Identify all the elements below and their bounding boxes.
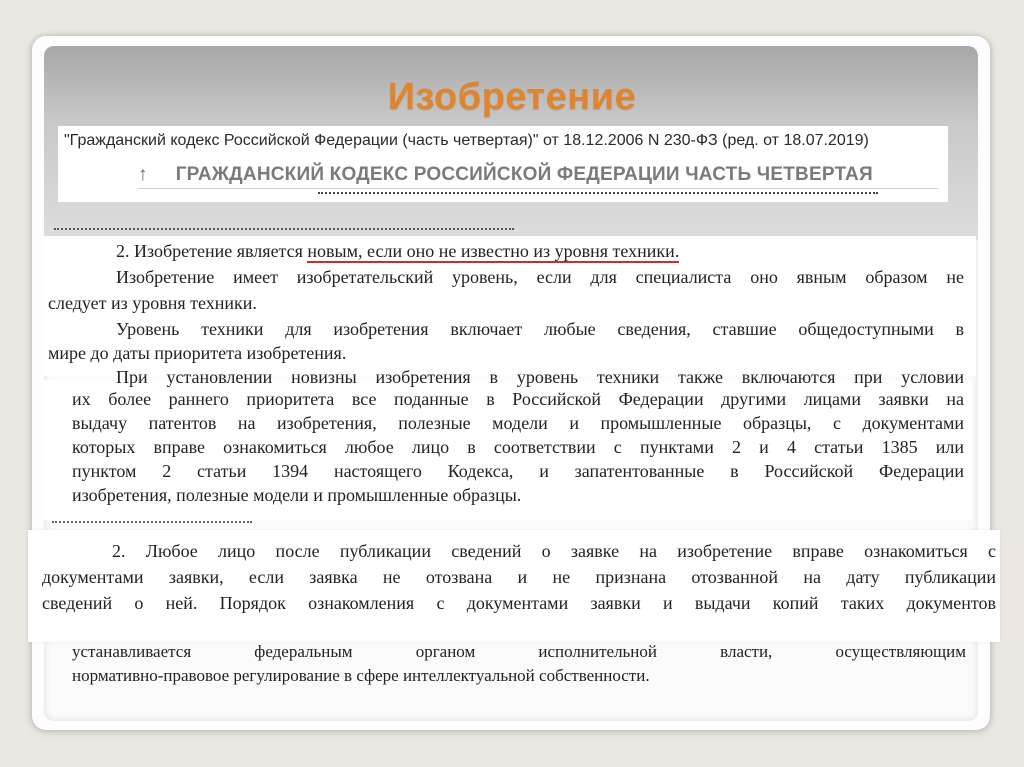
excerpt-line: их более раннего приоритета все поданные в Российской Федерации другими лицами заявки на: [72, 389, 964, 409]
law-excerpt-application-access: [28, 530, 1000, 642]
law-excerpt-prior-art: [42, 367, 972, 520]
excerpt-line: пунктом 2 статьи 1394 настоящего Кодекса, и запатентованные в Российской Федерации: [72, 461, 964, 481]
divider: [138, 188, 938, 189]
slide-title: Изобретение: [387, 76, 637, 118]
excerpt-line: выдачу патентов на изобретения, полезные модели и промышленные образцы, с документами: [72, 413, 964, 433]
excerpt-line: следует из уровня техники.: [48, 293, 257, 313]
excerpt-line: которых вправе ознакомиться любое лицо в соответствии с пунктами 2 и 4 статьи 1385 или: [72, 437, 964, 457]
excerpt-line: Уровень техники для изобретения включает любые сведения, ставшие общедоступными в: [116, 319, 964, 339]
law-citation: "Гражданский кодекс Российской Федерации (часть четвертая)" от 18.12.2006 N 230-ФЗ (ред. от 18.07.2019): [64, 132, 869, 149]
cropped-text-edge: [52, 521, 252, 527]
excerpt-line: 2. Любое лицо после публикации сведений о заявке на изобретение вправе ознакомиться с: [112, 541, 996, 561]
law-reference-box: [58, 126, 948, 202]
up-arrow-icon: ↑: [138, 164, 148, 185]
excerpt-line: Изобретение имеет изобретательский уровень, если для специалиста оно явным образом не: [116, 267, 964, 287]
highlighted-phrase: новым, если оно не известно из уровня техники.: [307, 241, 680, 261]
excerpt-line: 2. Изобретение является новым, если оно не известно из уровня техники.: [116, 241, 680, 261]
excerpt-line: изобретения, полезные модели и промышленные образцы.: [72, 485, 522, 505]
law-heading: [138, 164, 873, 186]
excerpt-line: сведений о ней. Порядок ознакомления с документами заявки и выдачи копий таких документов: [42, 593, 996, 613]
excerpt-line: нормативно-правовое регулирование в сфере интеллектуальной собственности.: [72, 666, 650, 685]
excerpt-line: При установлении новизны изобретения в уровень техники также включаются при условии: [116, 367, 964, 387]
excerpt-line: мире до даты приоритета изобретения.: [48, 343, 347, 363]
excerpt-line: документами заявки, если заявка не отозвана и не признана отозванной на дату публикации: [42, 567, 996, 587]
cropped-text-edge: [318, 192, 878, 200]
excerpt-line: устанавливается федеральным органом исполнительной власти, осуществляющим: [72, 642, 966, 661]
law-heading-text: ГРАЖДАНСКИЙ КОДЕКС РОССИЙСКОЙ ФЕДЕРАЦИИ ЧАСТЬ ЧЕТВЕРТАЯ: [175, 164, 873, 185]
law-excerpt-novelty: [42, 236, 976, 376]
